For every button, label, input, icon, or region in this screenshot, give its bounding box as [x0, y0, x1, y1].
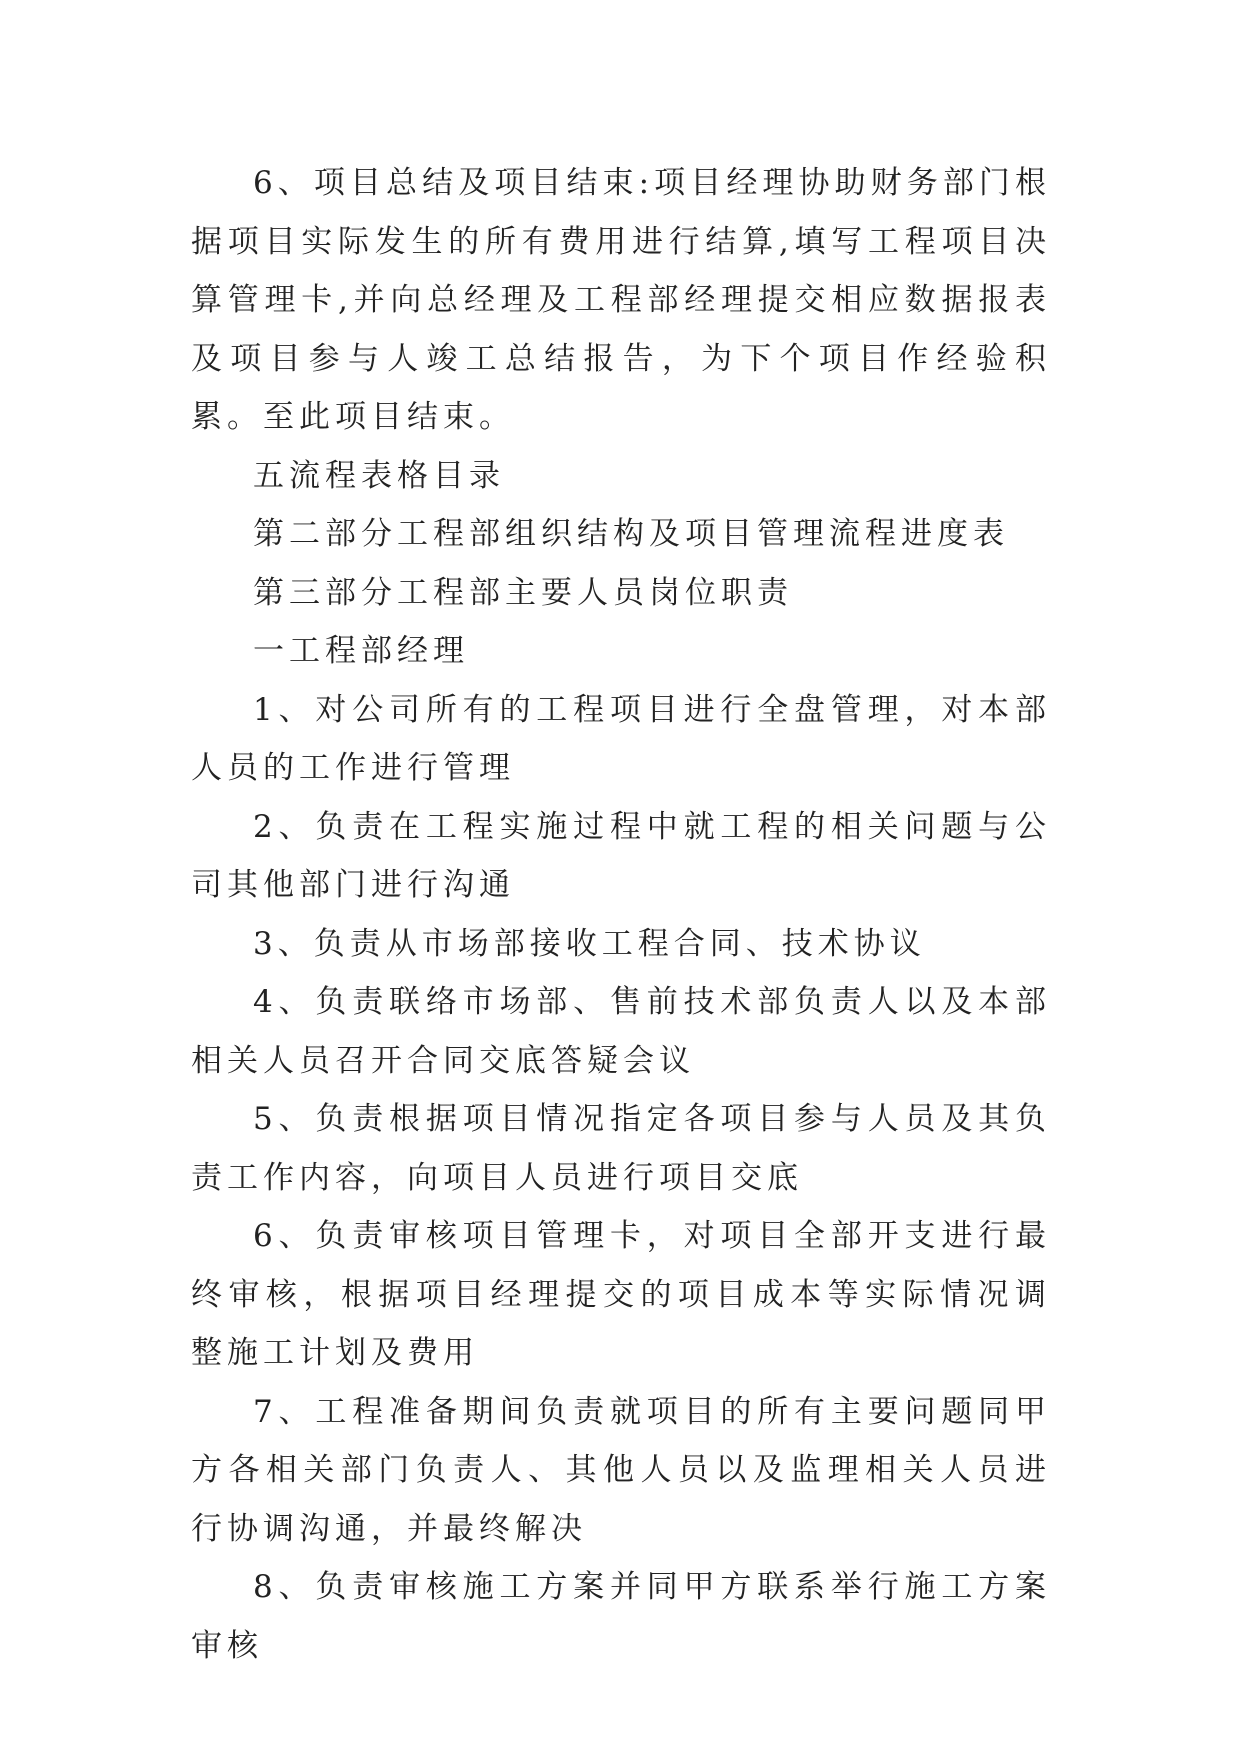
- list-item-duty-3: 3、负责从市场部接收工程合同、技术协议: [253, 925, 926, 962]
- list-item-duty-2: 2、负责在工程实施过程中就工程的相关问题与公司其他部门进行沟通: [191, 808, 1051, 903]
- heading-part-three: 第三部分工程部主要人员岗位职责: [253, 574, 793, 611]
- heading-part-two: 第二部分工程部组织结构及项目管理流程进度表: [253, 516, 1009, 552]
- list-item-duty-5: 5、负责根据项目情况指定各项目参与人员及其负责工作内容，向项目人员进行项目交底: [191, 1101, 1051, 1196]
- list-item-duty-6: 6、负责审核项目管理卡，对项目全部开支进行最终审核，根据项目经理提交的项目成本等实际情况调整施工计划及费用: [191, 1218, 1051, 1371]
- heading-process-forms-catalog: 五流程表格目录: [253, 457, 505, 494]
- document-body: [191, 154, 1051, 1675]
- list-item-duty-1: 1、对公司所有的工程项目进行全盘管理，对本部人员的工作进行管理: [191, 691, 1051, 786]
- list-item-duty-4: 4、负责联络市场部、售前技术部负责人以及本部相关人员召开合同交底答疑会议: [191, 984, 1051, 1079]
- heading-engineering-manager: 一工程部经理: [253, 633, 469, 669]
- list-item-duty-7: 7、工程准备期间负责就项目的所有主要问题同甲方各相关部门负责人、其他人员以及监理相关人员进行协调沟通，并最终解决: [191, 1393, 1051, 1547]
- paragraph-project-summary: 6、项目总结及项目结束:项目经理协助财务部门根据项目实际发生的所有费用进行结算,填写工程项目决算管理卡,并向总经理及工程部经理提交相应数据报表及项目参与人竣工总结报告，为下个项目作经验积累。至此项目结束。: [191, 165, 1051, 435]
- list-item-duty-8: 8、负责审核施工方案并同甲方联系举行施工方案审核: [191, 1569, 1051, 1664]
